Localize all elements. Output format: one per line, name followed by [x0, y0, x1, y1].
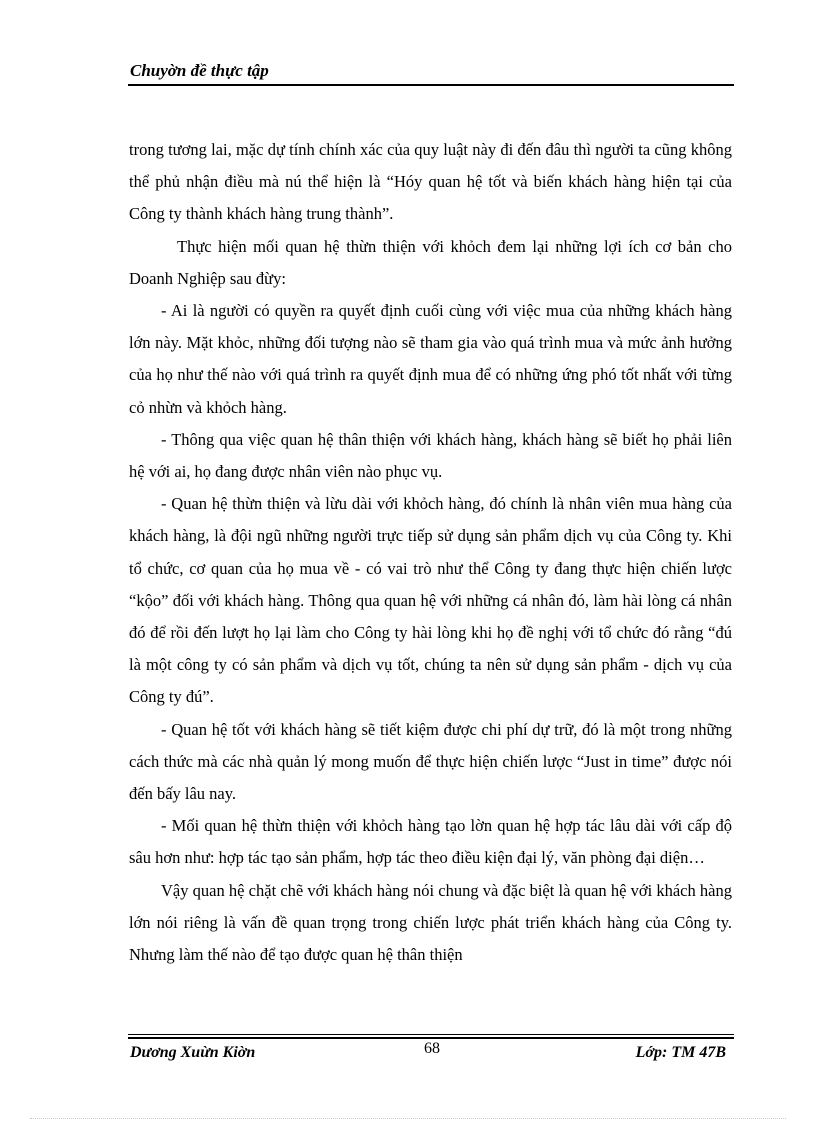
paragraph-bullet-long-term-relationship: - Quan hệ thừn thiện và lừu dài với khỏch hàng, đó chính là nhân viên mua hàng của khách hàng, là đội ngũ những người trực tiếp sử dụng sản phẩm dịch vụ của Công ty. Khi tổ chức, cơ quan của họ mua về - có vai trò như thể Công ty đang thực hiện chiến lược “kộo” đối với khách hàng. Thông qua quan hệ với những cá nhân đó, làm hài lòng cá nhân đó để rồi đến lượt họ lại làm cho Công ty hài lòng khi họ đề nghị với tổ chức đó rằng “đú là một công ty có sản phẩm và dịch vụ tốt, chúng ta nên sử dụng sản phẩm - dịch vụ của Công ty đú”. — [129, 494, 732, 707]
footer-author-name: Dương Xuừn Kiờn — [130, 1044, 256, 1061]
footer-rule-thin — [128, 1034, 734, 1035]
paragraph-continuation: trong tương lai, mặc dự tính chính xác của quy luật này đi đến đâu thì người ta cũng không thể phủ nhận điều mà nú thể hiện là “Hóy quan hệ tốt và biến khách hàng hiện tại của Công ty thành khách hàng trung thành”. — [129, 140, 732, 224]
paragraph-bullet-contact: - Thông qua việc quan hệ thân thiện với khách hàng, khách hàng sẽ biết họ phải liên hệ với ai, họ đang được nhân viên nào phục vụ. — [129, 429, 732, 482]
paragraph-bullet-decision-maker: - Ai là người có quyền ra quyết định cuối cùng với việc mua của những khách hàng lớn này. Mặt khỏc, những đối tượng nào sẽ tham gia vào quá trình mua và mức ảnh hưởng của họ như thế nào với quá trình ra quyết định mua để có những ứng phó tốt nhất với từng cỏ nhừn và khỏch hàng. — [129, 301, 732, 417]
page-edge-divider — [30, 1118, 786, 1119]
running-header-title: Chuyờn đề thực tập — [130, 61, 269, 80]
paragraph-bullet-cooperation: - Mối quan hệ thừn thiện với khỏch hàng tạo lờn quan hệ hợp tác lâu dài với cấp độ sâu hơn như: hợp tác tạo sản phẩm, hợp tác theo điều kiện đại lý, văn phòng đại diện… — [129, 816, 732, 868]
header-rule — [128, 84, 734, 86]
paragraph-conclusion: Vậy quan hệ chặt chẽ với khách hàng nói chung và đặc biệt là quan hệ với khách hàng lớn nói riêng là vấn đề quan trọng trong chiến lược phát triển khách hàng của Công ty. Nhưng làm thế nào để tạo được quan hệ thân thiện — [129, 880, 732, 965]
footer-class-label: Lớp: TM 47B — [635, 1044, 726, 1061]
page-body — [129, 134, 732, 971]
page-number: 68 — [424, 1040, 440, 1057]
paragraph-benefits-intro: Thực hiện mối quan hệ thừn thiện với khỏch đem lại những lợi ích cơ bản cho Doanh Nghiệp sau đừy: — [129, 236, 732, 288]
paragraph-bullet-inventory-cost: - Quan hệ tốt với khách hàng sẽ tiết kiệm được chi phí dự trữ, đó là một trong những cách thức mà các nhà quản lý mong muốn để thực hiện chiến lược “Just in time” được nói đến bấy lâu nay. — [129, 719, 732, 804]
